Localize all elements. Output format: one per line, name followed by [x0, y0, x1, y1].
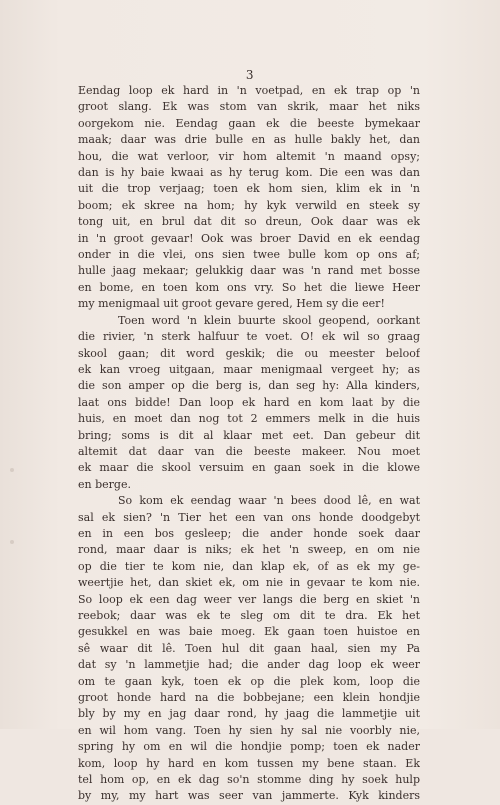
text-line: groot slang. Ek was stom van skrik, maar het niks [78, 100, 420, 114]
text-line: uit die trop verjaag; toen ek hom sien, klim ek in 'n [78, 182, 420, 196]
text-line: huis, en moet dan nog tot 2 emmers melk in die huis [78, 412, 420, 426]
text-line: sê waar dit lê. Toen hul dit gaan haal, sien my Pa [78, 641, 420, 655]
text-line: om te gaan kyk, toen ek op die plek kom, loop die [78, 674, 420, 688]
text-line: ek kan vroeg uitgaan, maar menigmaal vergeet hy; as [78, 362, 420, 376]
text-line: dan is hy baie kwaai as hy terug kom. Die een was dan [78, 166, 420, 180]
text-line: dat sy 'n lammetjie had; die ander dag loop ek weer [78, 658, 420, 672]
page-number: 3 [245, 68, 255, 82]
text-line: bly by my en jag daar rond, hy jaag die lammetjie uit [78, 707, 420, 721]
text-line: So loop ek een dag weer ver langs die berg en skiet 'n [78, 592, 420, 606]
text-line: oorgekom nie. Eendag gaan ek die beeste bymekaar [78, 116, 420, 130]
text-line: gesukkel en was baie moeg. Ek gaan toen huistoe en [78, 625, 420, 639]
text-line: die rivier, 'n sterk halfuur te voet. O! ek wil so graag [78, 330, 420, 344]
text-line: my menigmaal uit groot gevare gered, Hem sy die eer! [78, 297, 385, 311]
text-line: by my, my hart was seer van jammerte. Kyk kinders [78, 789, 420, 803]
text-line: tong uit, en brul dat dit so dreun, Ook daar was ek [78, 215, 420, 229]
text-line: in 'n groot gevaar! Ook was broer David en ek eendag [78, 231, 420, 245]
text-line: die son amper op die berg is, dan seg hy: Alla kinders, [78, 379, 420, 393]
text-line: reebok; daar was ek te sleg om dit te dra. Ek het [78, 609, 420, 622]
text-line: spring hy om en wil die hondjie pomp; toen ek nader [78, 740, 420, 754]
text-line: ek maar die skool versuim en gaan soek in die klowe [78, 461, 420, 475]
text-line: rond, maar daar is niks; ek het 'n sweep, en om nie [78, 543, 420, 557]
text-line: en bome, en toen kom ons vry. So het die liewe Heer [78, 280, 420, 294]
text-line: altemit dat daar van die beeste makeer. Nou moet [78, 444, 420, 458]
text-line: groot honde hard na die bobbejane; een klein hondjie [78, 691, 420, 705]
text-line: boom; ek skree na hom; hy kyk verwild en steek sy [78, 198, 420, 212]
text-line: Eendag loop ek hard in 'n voetpad, en ek trap op 'n [78, 84, 420, 97]
text-line: hulle jaag mekaar; gelukkig daar was 'n rand met bosse [78, 264, 420, 278]
text-line: weertjie het, dan skiet ek, om nie in gevaar te kom nie. [78, 576, 420, 590]
text-line: laat ons bidde! Dan loop ek hard en kom laat by die [78, 395, 420, 409]
text-line: sal ek sien? 'n Tier het een van ons honde doodgebyt [78, 510, 420, 524]
body-text [78, 83, 420, 805]
text-line: skool gaan; dit word geskik; die ou meester beloof [78, 346, 420, 360]
text-line: bring; soms is dit al klaar met eet. Dan gebeur dit [78, 428, 420, 442]
text-line: Toen word 'n klein buurte skool geopend, oorkant [118, 313, 420, 327]
text-line: op die tier te kom nie, dan klap ek, of as ek my ge- [78, 559, 420, 573]
text-line: maak; daar was drie bulle en as hulle bakly het, dan [78, 133, 420, 147]
text-line: kom, loop hy hard en kom tussen my bene staan. Ek [78, 756, 420, 770]
text-line: tel hom op, en ek dag so'n stomme ding hy soek hulp [78, 773, 420, 787]
text-line: en berge. [78, 477, 131, 491]
text-line: en in een bos gesleep; die ander honde soek daar [78, 526, 420, 540]
text-line: onder in die vlei, ons sien twee bulle kom op ons af; [78, 248, 420, 262]
text-line: en wil hom vang. Toen hy sien hy sal nie voorbly nie, [78, 723, 420, 737]
text-line: So kom ek eendag waar 'n bees dood lê, en wat [118, 494, 420, 508]
text-line: hou, die wat verloor, vir hom altemit 'n maand opsy; [78, 149, 420, 163]
